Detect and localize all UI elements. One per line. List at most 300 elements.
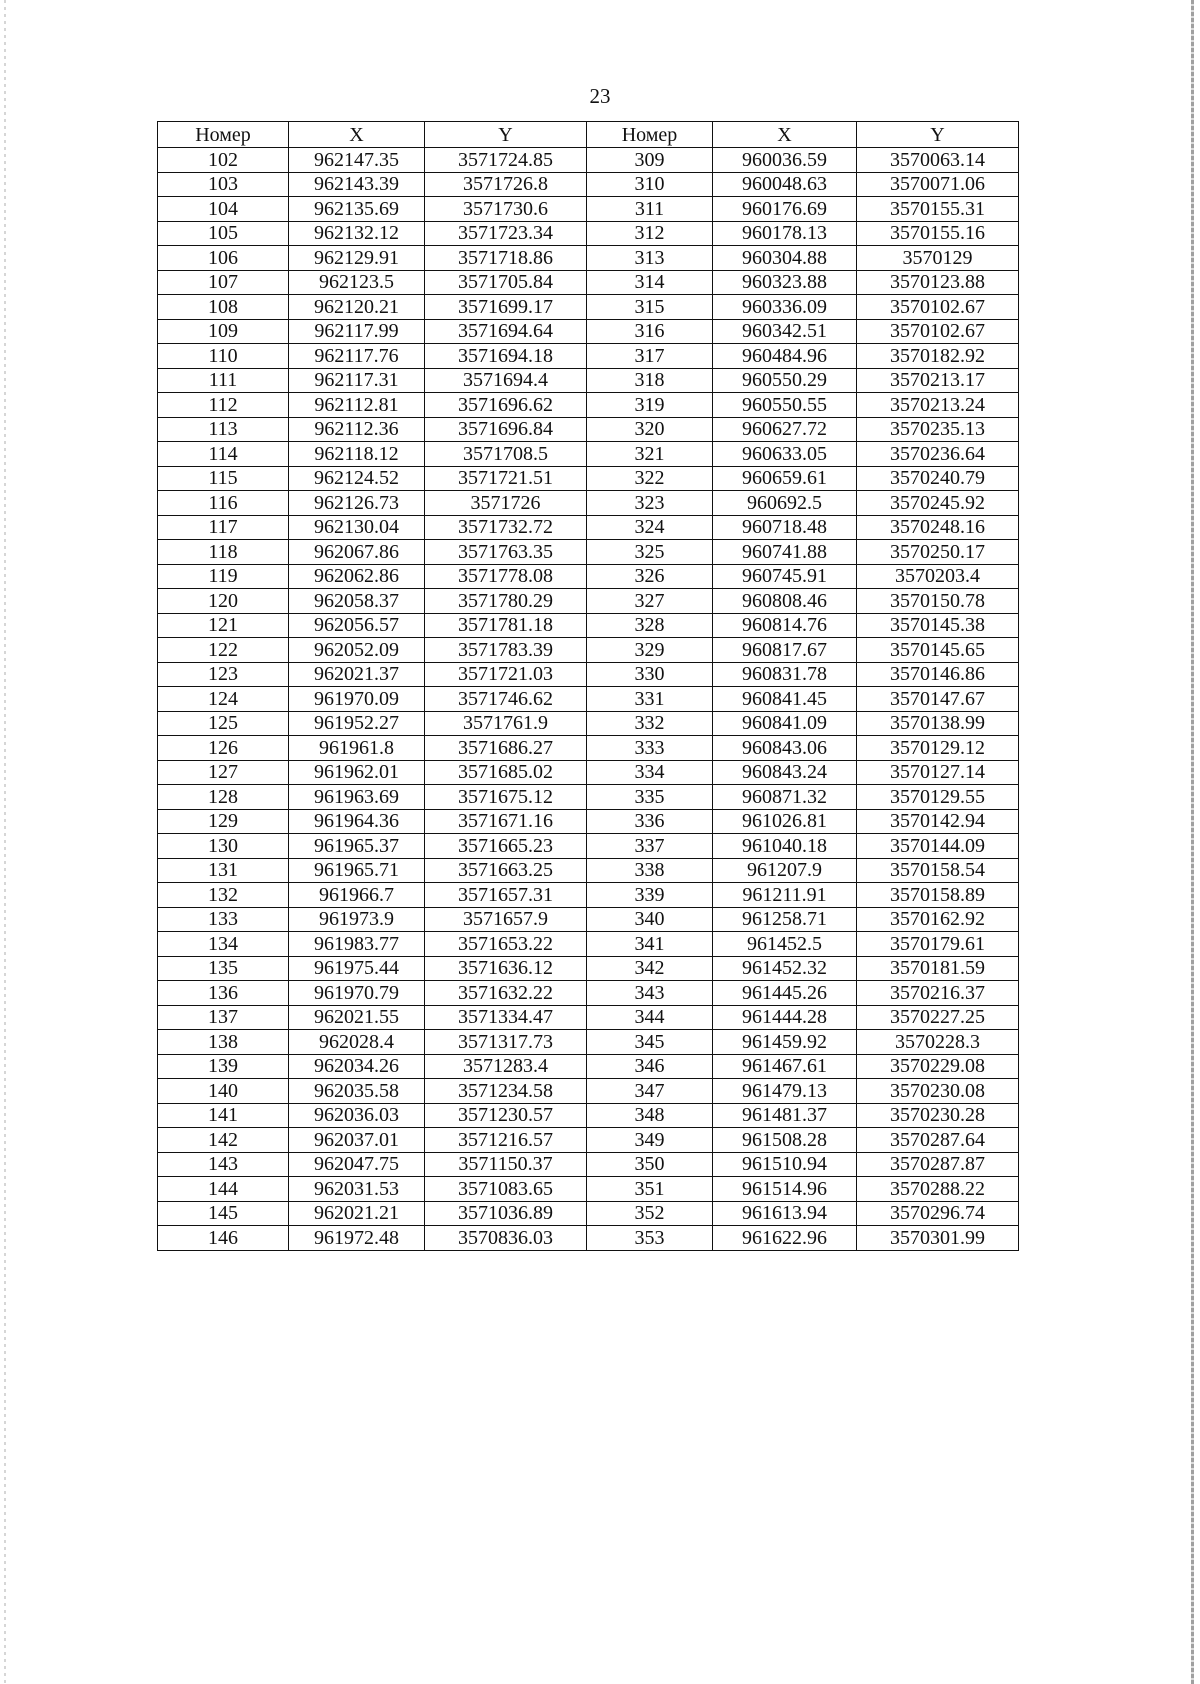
y-right-cell: 3570182.92 xyxy=(857,344,1019,369)
point-number-right-cell: 338 xyxy=(587,858,713,883)
table-row xyxy=(158,956,1019,981)
x-left-cell: 962143.39 xyxy=(289,172,425,197)
y-right-cell: 3570158.54 xyxy=(857,858,1019,883)
point-number-left-cell: 108 xyxy=(158,295,289,320)
x-right-cell: 960843.24 xyxy=(713,760,857,785)
point-number-right-cell: 327 xyxy=(587,589,713,614)
x-right-cell: 960036.59 xyxy=(713,148,857,173)
x-right-cell: 961514.96 xyxy=(713,1177,857,1202)
point-number-left-cell: 138 xyxy=(158,1030,289,1055)
header-x-right: X xyxy=(713,122,857,148)
y-left-cell: 3571234.58 xyxy=(425,1079,587,1104)
header-number-left: Номер xyxy=(158,122,289,148)
point-number-right-cell: 323 xyxy=(587,491,713,516)
y-right-cell: 3570071.06 xyxy=(857,172,1019,197)
x-left-cell: 962021.37 xyxy=(289,662,425,687)
table-row xyxy=(158,221,1019,246)
point-number-left-cell: 104 xyxy=(158,197,289,222)
x-right-cell: 961510.94 xyxy=(713,1152,857,1177)
point-number-right-cell: 348 xyxy=(587,1103,713,1128)
y-right-cell: 3570181.59 xyxy=(857,956,1019,981)
y-right-cell: 3570144.09 xyxy=(857,834,1019,859)
point-number-right-cell: 310 xyxy=(587,172,713,197)
header-y-right: Y xyxy=(857,122,1019,148)
table-row xyxy=(158,1005,1019,1030)
y-left-cell: 3571685.02 xyxy=(425,760,587,785)
point-number-left-cell: 122 xyxy=(158,638,289,663)
table-row xyxy=(158,1079,1019,1104)
y-left-cell: 3571746.62 xyxy=(425,687,587,712)
point-number-left-cell: 139 xyxy=(158,1054,289,1079)
point-number-left-cell: 106 xyxy=(158,246,289,271)
header-y-left: Y xyxy=(425,122,587,148)
point-number-right-cell: 346 xyxy=(587,1054,713,1079)
y-left-cell: 3571761.9 xyxy=(425,711,587,736)
table-row xyxy=(158,417,1019,442)
point-number-right-cell: 334 xyxy=(587,760,713,785)
x-right-cell: 960048.63 xyxy=(713,172,857,197)
point-number-right-cell: 337 xyxy=(587,834,713,859)
x-right-cell: 961622.96 xyxy=(713,1226,857,1251)
y-right-cell: 3570287.64 xyxy=(857,1128,1019,1153)
x-left-cell: 961965.71 xyxy=(289,858,425,883)
x-right-cell: 960342.51 xyxy=(713,319,857,344)
point-number-right-cell: 351 xyxy=(587,1177,713,1202)
y-right-cell: 3570147.67 xyxy=(857,687,1019,712)
x-left-cell: 962129.91 xyxy=(289,246,425,271)
x-left-cell: 962031.53 xyxy=(289,1177,425,1202)
x-left-cell: 961973.9 xyxy=(289,907,425,932)
y-right-cell: 3570129.55 xyxy=(857,785,1019,810)
y-left-cell: 3571781.18 xyxy=(425,613,587,638)
table-row xyxy=(158,393,1019,418)
y-left-cell: 3571694.18 xyxy=(425,344,587,369)
x-left-cell: 962123.5 xyxy=(289,270,425,295)
y-left-cell: 3571718.86 xyxy=(425,246,587,271)
x-left-cell: 962126.73 xyxy=(289,491,425,516)
point-number-right-cell: 342 xyxy=(587,956,713,981)
y-left-cell: 3571334.47 xyxy=(425,1005,587,1030)
point-number-left-cell: 127 xyxy=(158,760,289,785)
x-left-cell: 961952.27 xyxy=(289,711,425,736)
y-right-cell: 3570248.16 xyxy=(857,515,1019,540)
point-number-left-cell: 137 xyxy=(158,1005,289,1030)
point-number-left-cell: 132 xyxy=(158,883,289,908)
y-left-cell: 3571721.03 xyxy=(425,662,587,687)
y-right-cell: 3570145.38 xyxy=(857,613,1019,638)
y-left-cell: 3571723.34 xyxy=(425,221,587,246)
table-row xyxy=(158,515,1019,540)
y-right-cell: 3570230.08 xyxy=(857,1079,1019,1104)
table-row xyxy=(158,736,1019,761)
x-left-cell: 962034.26 xyxy=(289,1054,425,1079)
point-number-left-cell: 110 xyxy=(158,344,289,369)
x-right-cell: 961444.28 xyxy=(713,1005,857,1030)
x-right-cell: 961613.94 xyxy=(713,1201,857,1226)
x-right-cell: 961211.91 xyxy=(713,883,857,908)
point-number-left-cell: 142 xyxy=(158,1128,289,1153)
x-right-cell: 960176.69 xyxy=(713,197,857,222)
x-right-cell: 960550.55 xyxy=(713,393,857,418)
y-left-cell: 3571636.12 xyxy=(425,956,587,981)
y-right-cell: 3570129 xyxy=(857,246,1019,271)
table-body xyxy=(158,148,1019,1251)
x-right-cell: 960843.06 xyxy=(713,736,857,761)
x-left-cell: 961975.44 xyxy=(289,956,425,981)
point-number-right-cell: 333 xyxy=(587,736,713,761)
y-right-cell: 3570301.99 xyxy=(857,1226,1019,1251)
x-left-cell: 961962.01 xyxy=(289,760,425,785)
x-right-cell: 960808.46 xyxy=(713,589,857,614)
x-left-cell: 961965.37 xyxy=(289,834,425,859)
x-right-cell: 960718.48 xyxy=(713,515,857,540)
point-number-left-cell: 143 xyxy=(158,1152,289,1177)
table-row xyxy=(158,1152,1019,1177)
table-row xyxy=(158,883,1019,908)
y-left-cell: 3571657.31 xyxy=(425,883,587,908)
point-number-left-cell: 117 xyxy=(158,515,289,540)
x-right-cell: 960841.09 xyxy=(713,711,857,736)
y-left-cell: 3571778.08 xyxy=(425,564,587,589)
x-left-cell: 962035.58 xyxy=(289,1079,425,1104)
point-number-left-cell: 131 xyxy=(158,858,289,883)
y-left-cell: 3571653.22 xyxy=(425,932,587,957)
table-row xyxy=(158,613,1019,638)
point-number-right-cell: 336 xyxy=(587,809,713,834)
x-left-cell: 962147.35 xyxy=(289,148,425,173)
point-number-right-cell: 331 xyxy=(587,687,713,712)
table-row xyxy=(158,638,1019,663)
point-number-left-cell: 141 xyxy=(158,1103,289,1128)
y-right-cell: 3570213.17 xyxy=(857,368,1019,393)
point-number-right-cell: 345 xyxy=(587,1030,713,1055)
point-number-left-cell: 144 xyxy=(158,1177,289,1202)
x-left-cell: 962135.69 xyxy=(289,197,425,222)
x-left-cell: 961964.36 xyxy=(289,809,425,834)
point-number-right-cell: 349 xyxy=(587,1128,713,1153)
y-left-cell: 3571083.65 xyxy=(425,1177,587,1202)
x-left-cell: 961972.48 xyxy=(289,1226,425,1251)
y-right-cell: 3570138.99 xyxy=(857,711,1019,736)
x-right-cell: 961452.32 xyxy=(713,956,857,981)
y-left-cell: 3571675.12 xyxy=(425,785,587,810)
y-left-cell: 3571726 xyxy=(425,491,587,516)
y-left-cell: 3571694.64 xyxy=(425,319,587,344)
table-row xyxy=(158,1128,1019,1153)
x-right-cell: 960871.32 xyxy=(713,785,857,810)
point-number-left-cell: 120 xyxy=(158,589,289,614)
header-number-right: Номер xyxy=(587,122,713,148)
table-row xyxy=(158,981,1019,1006)
x-right-cell: 961481.37 xyxy=(713,1103,857,1128)
point-number-left-cell: 140 xyxy=(158,1079,289,1104)
y-left-cell: 3571783.39 xyxy=(425,638,587,663)
y-right-cell: 3570296.74 xyxy=(857,1201,1019,1226)
point-number-left-cell: 113 xyxy=(158,417,289,442)
y-left-cell: 3571696.62 xyxy=(425,393,587,418)
x-left-cell: 961983.77 xyxy=(289,932,425,957)
point-number-left-cell: 121 xyxy=(158,613,289,638)
point-number-left-cell: 118 xyxy=(158,540,289,565)
x-left-cell: 962118.12 xyxy=(289,442,425,467)
point-number-left-cell: 115 xyxy=(158,466,289,491)
point-number-left-cell: 133 xyxy=(158,907,289,932)
point-number-right-cell: 311 xyxy=(587,197,713,222)
x-right-cell: 961258.71 xyxy=(713,907,857,932)
table-row xyxy=(158,907,1019,932)
point-number-right-cell: 350 xyxy=(587,1152,713,1177)
table-row xyxy=(158,540,1019,565)
y-right-cell: 3570102.67 xyxy=(857,319,1019,344)
point-number-right-cell: 313 xyxy=(587,246,713,271)
table-row xyxy=(158,1201,1019,1226)
x-left-cell: 962117.99 xyxy=(289,319,425,344)
point-number-right-cell: 309 xyxy=(587,148,713,173)
point-number-left-cell: 109 xyxy=(158,319,289,344)
x-left-cell: 961966.7 xyxy=(289,883,425,908)
point-number-right-cell: 339 xyxy=(587,883,713,908)
table-row xyxy=(158,687,1019,712)
x-right-cell: 960659.61 xyxy=(713,466,857,491)
y-left-cell: 3571686.27 xyxy=(425,736,587,761)
table-row xyxy=(158,295,1019,320)
point-number-right-cell: 314 xyxy=(587,270,713,295)
table-row xyxy=(158,760,1019,785)
y-right-cell: 3570213.24 xyxy=(857,393,1019,418)
x-left-cell: 962036.03 xyxy=(289,1103,425,1128)
table-row xyxy=(158,172,1019,197)
x-right-cell: 960633.05 xyxy=(713,442,857,467)
table-row xyxy=(158,197,1019,222)
x-left-cell: 962047.75 xyxy=(289,1152,425,1177)
point-number-right-cell: 321 xyxy=(587,442,713,467)
y-right-cell: 3570155.31 xyxy=(857,197,1019,222)
x-right-cell: 960745.91 xyxy=(713,564,857,589)
y-right-cell: 3570203.4 xyxy=(857,564,1019,589)
x-left-cell: 961970.79 xyxy=(289,981,425,1006)
point-number-left-cell: 146 xyxy=(158,1226,289,1251)
point-number-left-cell: 119 xyxy=(158,564,289,589)
x-left-cell: 962132.12 xyxy=(289,221,425,246)
y-left-cell: 3571730.6 xyxy=(425,197,587,222)
y-right-cell: 3570240.79 xyxy=(857,466,1019,491)
x-left-cell: 962021.55 xyxy=(289,1005,425,1030)
x-right-cell: 961508.28 xyxy=(713,1128,857,1153)
point-number-right-cell: 352 xyxy=(587,1201,713,1226)
x-right-cell: 960741.88 xyxy=(713,540,857,565)
table-row xyxy=(158,442,1019,467)
y-right-cell: 3570142.94 xyxy=(857,809,1019,834)
point-number-right-cell: 319 xyxy=(587,393,713,418)
table-row xyxy=(158,834,1019,859)
x-left-cell: 962062.86 xyxy=(289,564,425,589)
y-right-cell: 3570216.37 xyxy=(857,981,1019,1006)
point-number-right-cell: 335 xyxy=(587,785,713,810)
x-left-cell: 962056.57 xyxy=(289,613,425,638)
y-left-cell: 3571657.9 xyxy=(425,907,587,932)
x-right-cell: 960814.76 xyxy=(713,613,857,638)
y-right-cell: 3570158.89 xyxy=(857,883,1019,908)
y-right-cell: 3570179.61 xyxy=(857,932,1019,957)
point-number-right-cell: 353 xyxy=(587,1226,713,1251)
table-row xyxy=(158,1226,1019,1251)
y-right-cell: 3570123.88 xyxy=(857,270,1019,295)
point-number-left-cell: 128 xyxy=(158,785,289,810)
point-number-right-cell: 315 xyxy=(587,295,713,320)
y-left-cell: 3571216.57 xyxy=(425,1128,587,1153)
point-number-left-cell: 105 xyxy=(158,221,289,246)
scan-edge-left xyxy=(4,0,6,1684)
y-left-cell: 3571230.57 xyxy=(425,1103,587,1128)
x-right-cell: 960484.96 xyxy=(713,344,857,369)
point-number-left-cell: 112 xyxy=(158,393,289,418)
y-left-cell: 3571732.72 xyxy=(425,515,587,540)
point-number-right-cell: 316 xyxy=(587,319,713,344)
x-left-cell: 961961.8 xyxy=(289,736,425,761)
table-row xyxy=(158,270,1019,295)
table-header-row xyxy=(158,122,1019,148)
point-number-left-cell: 107 xyxy=(158,270,289,295)
table-row xyxy=(158,1054,1019,1079)
table-row xyxy=(158,932,1019,957)
table-row xyxy=(158,564,1019,589)
point-number-right-cell: 344 xyxy=(587,1005,713,1030)
y-left-cell: 3571150.37 xyxy=(425,1152,587,1177)
y-left-cell: 3571317.73 xyxy=(425,1030,587,1055)
table-row xyxy=(158,1103,1019,1128)
point-number-right-cell: 340 xyxy=(587,907,713,932)
y-right-cell: 3570129.12 xyxy=(857,736,1019,761)
x-left-cell: 962052.09 xyxy=(289,638,425,663)
table-row xyxy=(158,344,1019,369)
x-left-cell: 962112.81 xyxy=(289,393,425,418)
point-number-right-cell: 324 xyxy=(587,515,713,540)
x-left-cell: 962067.86 xyxy=(289,540,425,565)
point-number-left-cell: 135 xyxy=(158,956,289,981)
x-right-cell: 961452.5 xyxy=(713,932,857,957)
y-right-cell: 3570250.17 xyxy=(857,540,1019,565)
point-number-left-cell: 123 xyxy=(158,662,289,687)
point-number-left-cell: 130 xyxy=(158,834,289,859)
x-left-cell: 962120.21 xyxy=(289,295,425,320)
header-x-left: X xyxy=(289,122,425,148)
table-row xyxy=(158,246,1019,271)
y-left-cell: 3571763.35 xyxy=(425,540,587,565)
y-right-cell: 3570155.16 xyxy=(857,221,1019,246)
x-right-cell: 960627.72 xyxy=(713,417,857,442)
y-right-cell: 3570288.22 xyxy=(857,1177,1019,1202)
x-right-cell: 961445.26 xyxy=(713,981,857,1006)
point-number-right-cell: 325 xyxy=(587,540,713,565)
point-number-left-cell: 124 xyxy=(158,687,289,712)
y-left-cell: 3571036.89 xyxy=(425,1201,587,1226)
x-left-cell: 962021.21 xyxy=(289,1201,425,1226)
point-number-left-cell: 111 xyxy=(158,368,289,393)
table-row xyxy=(158,368,1019,393)
table-row xyxy=(158,319,1019,344)
point-number-right-cell: 343 xyxy=(587,981,713,1006)
y-right-cell: 3570245.92 xyxy=(857,491,1019,516)
point-number-left-cell: 126 xyxy=(158,736,289,761)
y-right-cell: 3570229.08 xyxy=(857,1054,1019,1079)
point-number-left-cell: 116 xyxy=(158,491,289,516)
x-left-cell: 961970.09 xyxy=(289,687,425,712)
point-number-left-cell: 145 xyxy=(158,1201,289,1226)
x-right-cell: 961040.18 xyxy=(713,834,857,859)
page-number: 23 xyxy=(589,84,611,108)
x-left-cell: 962124.52 xyxy=(289,466,425,491)
point-number-right-cell: 347 xyxy=(587,1079,713,1104)
x-right-cell: 960831.78 xyxy=(713,662,857,687)
y-right-cell: 3570145.65 xyxy=(857,638,1019,663)
point-number-right-cell: 328 xyxy=(587,613,713,638)
y-left-cell: 3571699.17 xyxy=(425,295,587,320)
x-right-cell: 960336.09 xyxy=(713,295,857,320)
x-right-cell: 961467.61 xyxy=(713,1054,857,1079)
point-number-left-cell: 129 xyxy=(158,809,289,834)
x-left-cell: 962058.37 xyxy=(289,589,425,614)
y-left-cell: 3571780.29 xyxy=(425,589,587,614)
x-left-cell: 962117.31 xyxy=(289,368,425,393)
y-left-cell: 3571632.22 xyxy=(425,981,587,1006)
x-right-cell: 961026.81 xyxy=(713,809,857,834)
point-number-right-cell: 312 xyxy=(587,221,713,246)
point-number-right-cell: 322 xyxy=(587,466,713,491)
y-left-cell: 3571665.23 xyxy=(425,834,587,859)
x-right-cell: 961479.13 xyxy=(713,1079,857,1104)
table-row xyxy=(158,1030,1019,1055)
y-right-cell: 3570146.86 xyxy=(857,662,1019,687)
y-right-cell: 3570102.67 xyxy=(857,295,1019,320)
x-left-cell: 962112.36 xyxy=(289,417,425,442)
y-right-cell: 3570235.13 xyxy=(857,417,1019,442)
x-left-cell: 962130.04 xyxy=(289,515,425,540)
table-row xyxy=(158,809,1019,834)
point-number-right-cell: 332 xyxy=(587,711,713,736)
table-row xyxy=(158,711,1019,736)
x-left-cell: 962028.4 xyxy=(289,1030,425,1055)
y-left-cell: 3571696.84 xyxy=(425,417,587,442)
table-row xyxy=(158,148,1019,173)
table-row xyxy=(158,858,1019,883)
point-number-right-cell: 341 xyxy=(587,932,713,957)
x-right-cell: 960841.45 xyxy=(713,687,857,712)
point-number-right-cell: 320 xyxy=(587,417,713,442)
point-number-right-cell: 318 xyxy=(587,368,713,393)
x-right-cell: 961459.92 xyxy=(713,1030,857,1055)
y-left-cell: 3571671.16 xyxy=(425,809,587,834)
y-left-cell: 3571694.4 xyxy=(425,368,587,393)
y-left-cell: 3571283.4 xyxy=(425,1054,587,1079)
y-right-cell: 3570230.28 xyxy=(857,1103,1019,1128)
x-right-cell: 960817.67 xyxy=(713,638,857,663)
y-left-cell: 3571663.25 xyxy=(425,858,587,883)
table-row xyxy=(158,1177,1019,1202)
y-left-cell: 3570836.03 xyxy=(425,1226,587,1251)
point-number-left-cell: 103 xyxy=(158,172,289,197)
table-row xyxy=(158,466,1019,491)
x-right-cell: 961207.9 xyxy=(713,858,857,883)
table-row xyxy=(158,491,1019,516)
y-left-cell: 3571726.8 xyxy=(425,172,587,197)
scan-edge-right xyxy=(1191,0,1194,1684)
y-right-cell: 3570227.25 xyxy=(857,1005,1019,1030)
x-right-cell: 960323.88 xyxy=(713,270,857,295)
point-number-right-cell: 326 xyxy=(587,564,713,589)
point-number-right-cell: 329 xyxy=(587,638,713,663)
y-right-cell: 3570236.64 xyxy=(857,442,1019,467)
x-right-cell: 960178.13 xyxy=(713,221,857,246)
